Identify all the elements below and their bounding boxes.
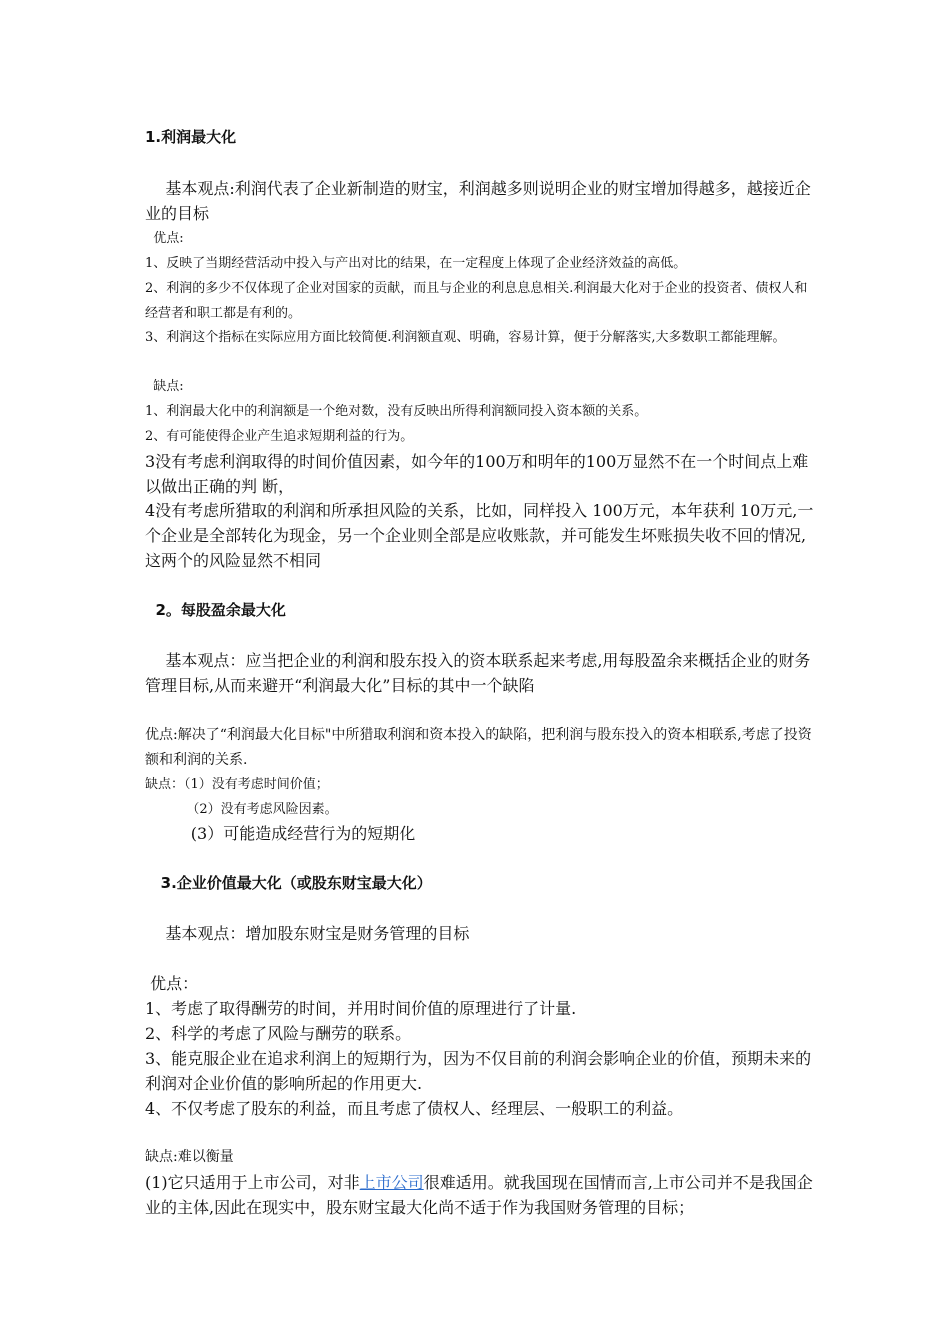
section-1-pros-label: 优点: xyxy=(145,231,184,246)
section-1-pro-2: 2、利润的多少不仅体现了企业对国家的贡献，而且与企业的利息息息相关.利润最大化对于企业的投资者、债权人和经营者和职工都是有利的。 xyxy=(145,281,808,321)
section-2-pros: 优点:解决了“利润最大化目标"中所猎取利润和资本投入的缺陷，把利润与股东投入的资本相联系,考虑了投资额和利润的关系. xyxy=(145,727,812,768)
section-2-con-1: 缺点：（1）没有考虑时间价值； xyxy=(145,777,329,792)
section-2-heading: 2。每股盈余最大化 xyxy=(145,601,286,619)
section-1-pro-3: 3、利润这个指标在实际应用方面比较简便.利润额直观、明确，容易计算，便于分解落实,大多数职工都能理解。 xyxy=(145,330,786,345)
section-1-con-4: 4没有考虑所猎取的利润和所承担风险的关系，比如，同样投入 100万元，本年获利 10万元,一个企业是全部转化为现金，另一个企业则全部是应收账款，并可能发生坏账损失收不回的情况,这两个的风险显然不相同 xyxy=(145,501,814,570)
section-3-pro-3: 3、能克服企业在追求利润上的短期行为，因为不仅目前的利润会影响企业的价值，预期未来的利润对企业价值的影响所起的作用更大. xyxy=(145,1049,812,1093)
section-3-heading: 3.企业价值最大化（或股东财宝最大化） xyxy=(145,874,432,892)
section-1-cons-label: 缺点: xyxy=(145,379,184,394)
con-1-suffix: 很难适用。就我国现在国情而言,上市公司并不是我国企业的主体,因此在现实中，股东财宝最大化尚不适于作为我国财务管理的目标； xyxy=(145,1173,813,1217)
section-3-pro-2: 2、科学的考虑了风险与酬劳的联系。 xyxy=(145,1024,412,1043)
section-2-view: 基本观点：应当把企业的利润和股东投入的资本联系起来考虑,用每股盈余来概括企业的财务管理目标,从而来避开“利润最大化”目标的其中一个缺陷 xyxy=(145,651,811,695)
section-3-pro-4: 4、不仅考虑了股东的利益，而且考虑了债权人、经理层、一般职工的利益。 xyxy=(145,1099,684,1118)
con-1-prefix: (1)它只适用于上市公司，对非 xyxy=(145,1173,360,1192)
section-1-pro-1: 1、反映了当期经营活动中投入与产出对比的结果，在一定程度上体现了企业经济效益的高低。 xyxy=(145,256,687,271)
section-3-pro-1: 1、考虑了取得酬劳的时间，并用时间价值的原理进行了计量. xyxy=(145,999,577,1018)
section-1-con-1: 1、利润最大化中的利润额是一个绝对数，没有反映出所得利润额同投入资本额的关系。 xyxy=(145,404,648,419)
section-3-con-1 xyxy=(145,1170,815,1220)
listed-company-link[interactable]: 上市公司 xyxy=(359,1173,424,1192)
section-1-con-2: 2、有可能使得企业产生追求短期利益的行为。 xyxy=(145,429,414,444)
section-1-heading: 1.利润最大化 xyxy=(145,128,237,146)
section-3-cons-label: 缺点:难以衡量 xyxy=(145,1149,234,1165)
section-2-con-3: (3）可能造成经营行为的短期化 xyxy=(145,824,416,843)
section-1-con-3: 3没有考虑利润取得的时间价值因素，如今年的100万和明年的100万显然不在一个时间点上难以做出正确的判 断， xyxy=(145,452,809,496)
section-1-view: 基本观点:利润代表了企业新制造的财宝，利润越多则说明企业的财宝增加得越多，越接近企业的目标 xyxy=(145,179,811,223)
section-2-con-2: （2）没有考虑风险因素。 xyxy=(145,802,338,817)
section-3-pros-label: 优点： xyxy=(145,974,199,993)
section-3-view: 基本观点：增加股东财宝是财务管理的目标 xyxy=(145,924,470,943)
